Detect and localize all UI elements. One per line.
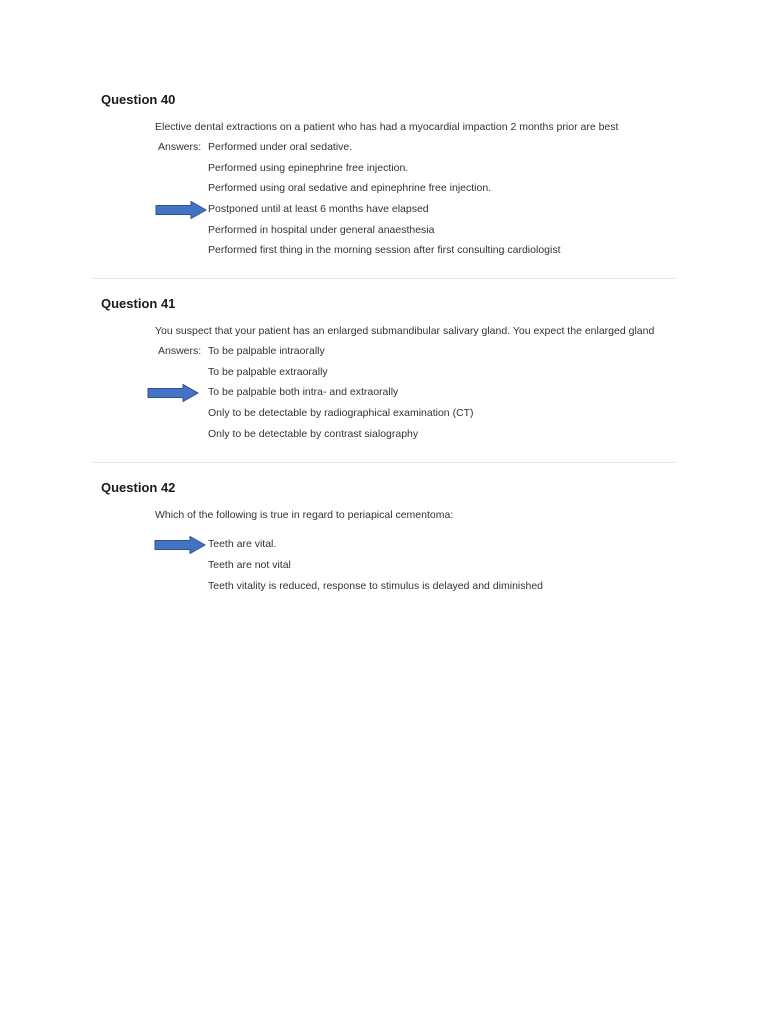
arrow-right-icon (155, 201, 207, 219)
answer-option: Only to be detectable by radiographical examination (CT) (208, 407, 474, 419)
answers-label: Answers: (158, 141, 202, 153)
arrow-right-icon (147, 384, 199, 402)
answer-option: Only to be detectable by contrast sialography (208, 428, 419, 440)
question-stem: Which of the following is true in regard to periapical cementoma: (155, 509, 454, 521)
answer-option: Teeth vitality is reduced, response to stimulus is delayed and diminished (208, 580, 544, 592)
answer-option: Teeth are not vital (208, 559, 291, 571)
answer-option: Performed in hospital under general anaesthesia (208, 224, 435, 236)
question-title: Question 42 (101, 480, 176, 495)
answer-option-marked: Teeth are vital. (208, 538, 277, 550)
answer-option: Performed using epinephrine free injection. (208, 162, 409, 174)
answer-option: To be palpable extraorally (208, 366, 328, 378)
arrow-shape (156, 202, 206, 219)
section-divider (93, 278, 675, 279)
answers-label: Answers: (158, 345, 202, 357)
answer-option: To be palpable intraorally (208, 345, 325, 357)
arrow-shape (148, 385, 198, 402)
arrow-right-icon (154, 536, 206, 554)
answer-option: Performed first thing in the morning session after first consulting cardiologist (208, 244, 561, 256)
question-stem: Elective dental extractions on a patient who has had a myocardial impaction 2 months prior are best (155, 121, 619, 133)
answer-option-marked: Postponed until at least 6 months have elapsed (208, 203, 429, 215)
arrow-shape (155, 537, 205, 554)
question-title: Question 41 (101, 296, 176, 311)
answer-option-marked: To be palpable both intra- and extraorally (208, 386, 399, 398)
answer-option: Performed under oral sedative. (208, 141, 353, 153)
question-title: Question 40 (101, 92, 176, 107)
question-stem: You suspect that your patient has an enlarged submandibular salivary gland. You expect the enlarged gland (155, 325, 655, 337)
section-divider (93, 462, 675, 463)
answer-option: Performed using oral sedative and epinephrine free injection. (208, 182, 492, 194)
